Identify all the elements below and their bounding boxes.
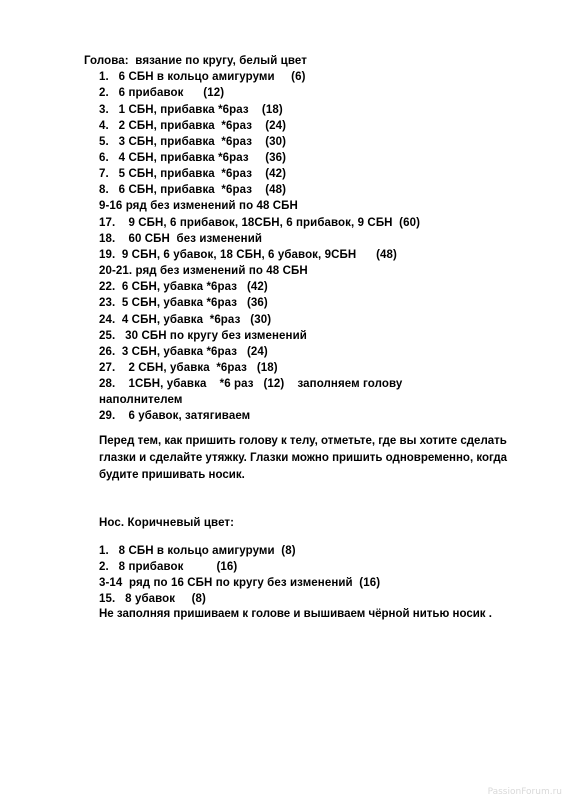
head-row-6: 6. 4 СБН, прибавка *6раз (36) [99, 152, 287, 164]
head-row-1: 1. 6 СБН в кольцо амигуруми (6) [99, 71, 306, 83]
head-row-4: 4. 2 СБН, прибавка *6раз (24) [99, 120, 287, 132]
head-row-2: 2. 6 прибавок (12) [99, 87, 225, 99]
head-row-3: 3. 1 СБН, прибавка *6раз (18) [99, 104, 283, 116]
head-row-28-continued: наполнителем [99, 394, 183, 406]
head-row-17: 17. 9 СБН, 6 прибавок, 18СБН, 6 прибавок, 9 СБН (60) [99, 217, 421, 229]
nose-note-paragraph: Не заполняя пришиваем к голове и вышиваем чёрной нитью носик . [99, 608, 492, 620]
head-row-19: 19. 9 СБН, 6 убавок, 18 СБН, 6 убавок, 9СБН (48) [99, 249, 397, 261]
head-row-25: 25. 30 СБН по кругу без изменений [99, 330, 307, 342]
head-row-28: 28. 1СБН, убавка *6 раз (12) заполняем голову [99, 378, 403, 390]
nose-row-15: 15. 8 убавок (8) [99, 593, 206, 605]
head-row-23: 23. 5 СБН, убавка *6раз (36) [99, 297, 268, 309]
head-row-27: 27. 2 СБН, убавка *6раз (18) [99, 362, 278, 374]
nose-row-1: 1. 8 СБН в кольцо амигуруми (8) [99, 545, 296, 557]
head-row-5: 5. 3 СБН, прибавка *6раз (30) [99, 136, 287, 148]
head-row-8: 8. 6 СБН, прибавка *6раз (48) [99, 184, 287, 196]
head-row-24: 24. 4 СБН, убавка *6раз (30) [99, 314, 272, 326]
nose-section-title: Нос. Коричневый цвет: [99, 517, 235, 529]
head-row-18: 18. 60 СБН без изменений [99, 233, 263, 245]
head-row-29: 29. 6 убавок, затягиваем [99, 410, 251, 422]
head-section-title: Голова: вязание по кругу, белый цвет [84, 55, 307, 67]
head-row-22: 22. 6 СБН, убавка *6раз (42) [99, 281, 268, 293]
head-row-20-21: 20-21. ряд без изменений по 48 СБН [99, 265, 308, 277]
head-note-paragraph: Перед тем, как пришить голову к телу, отметьте, где вы хотите сделать глазки и сделайте утяжку. Глазки можно пришить одновременно, когда будите пришивать носик. [99, 435, 508, 481]
head-row-9-16: 9-16 ряд без изменений по 48 СБН [99, 200, 298, 212]
nose-row-3-14: 3-14 ряд по 16 СБН по кругу без изменений (16) [99, 577, 381, 589]
watermark-text: PassionForum.ru [487, 787, 562, 797]
head-row-26: 26. 3 СБН, убавка *6раз (24) [99, 346, 268, 358]
head-row-7: 7. 5 СБН, прибавка *6раз (42) [99, 168, 287, 180]
nose-row-2: 2. 8 прибавок (16) [99, 561, 238, 573]
